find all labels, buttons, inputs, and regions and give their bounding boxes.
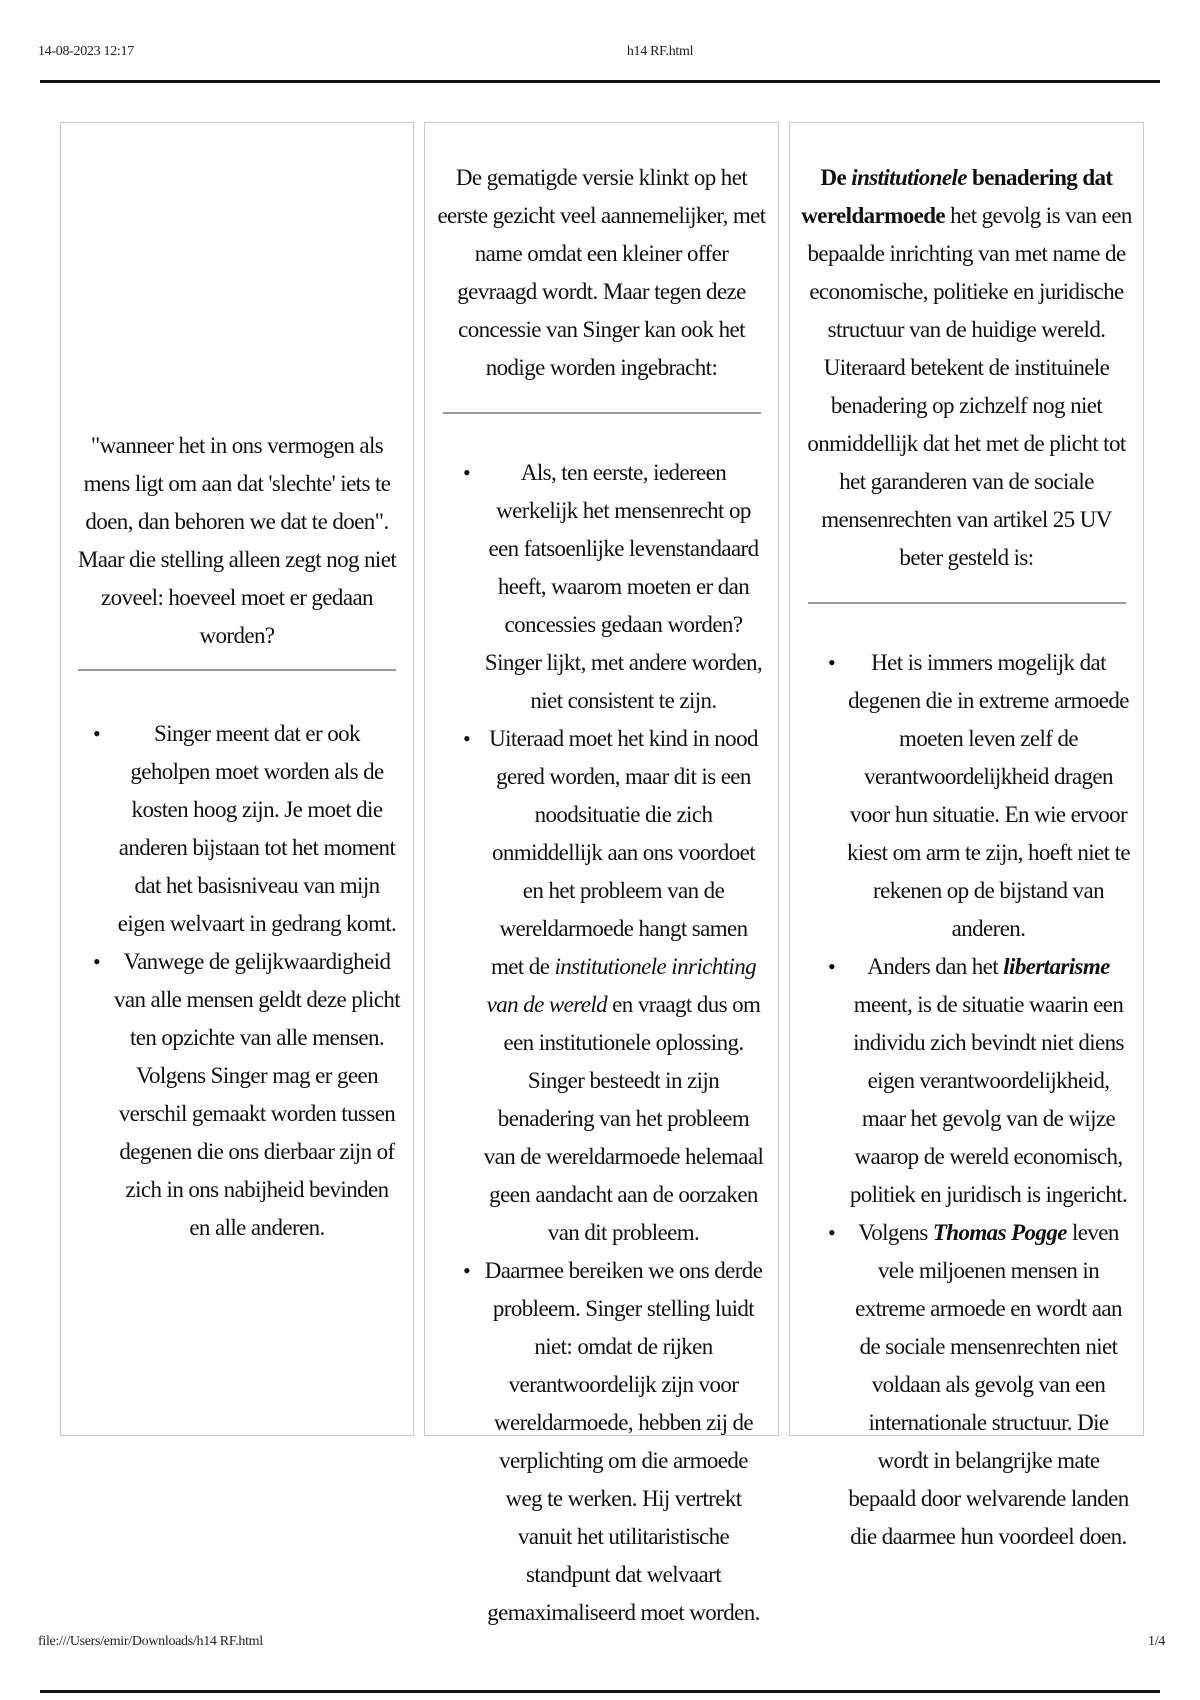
column-1-bullet-list (61, 715, 413, 1247)
column-1-divider (78, 669, 396, 671)
list-item: • Het is immers mogelijk dat degenen die in extreme armoede moeten leven zelf de verantwoordelijkheid dragen voor hun situatie. En wie ervoor kiest om arm te zijn, hoeft niet te rekenen op de bijstand van anderen. (790, 644, 1143, 948)
list-item (790, 948, 1143, 1214)
list-item: • Daarmee bereiken we ons derde probleem. Singer stelling luidt niet: omdat de rijken verantwoordelijk zijn voor wereldarmoede, hebben zij de verplichting om die armoede weg te werken. Hij vertrekt vanuit het utilitaristische standpunt dat welvaart gemaximaliseerd moet worden. (425, 1252, 778, 1632)
bold-text (933, 1220, 1067, 1245)
bold-italic-text: Thomas Pogge (932, 1220, 1067, 1245)
header-rule (40, 80, 1160, 83)
bold-italic-text: institutionele (851, 165, 967, 190)
bold-text (1003, 954, 1110, 979)
column-1-intro: "wanneer het in ons vermogen als mens ligt om aan dat 'slechte' iets te doen, dan behoren we dat te doen". Maar die stelling alleen zegt nog niet zoveel: hoeveel moet er gedaan worden? (77, 433, 397, 648)
emphasis-text: institutionele inrichting van de wereld (486, 954, 757, 1017)
bullet-text: Uiteraad moet het kind in nood gered worden, maar dit is een noodsituatie die zich onmiddellijk aan ons voordoet en het probleem van de wereldarmoede hangt samen met de (489, 726, 758, 979)
column-card-1 (60, 122, 414, 1436)
list-item: • Singer meent dat er ook geholpen moet worden als de kosten hoog zijn. Je moet die anderen bijstaan tot het moment dat het basisniveau van mijn eigen welvaart in gedrang komt. (61, 715, 413, 943)
column-3-intro (790, 159, 1143, 577)
intro-text: het gevolg is van een bepaalde inrichting van met name de economische, politieke en juridische structuur van de huidige wereld. Uiteraard betekent de instituinele benadering op zichzelf nog niet onmiddellijk dat het met de plicht tot het garanderen van de sociale mensenrechten van artikel 25 UV beter gesteld is: (807, 203, 1132, 570)
bullet-text: en vraagt dus om een institutionele oplossing. Singer besteedt in zijn benadering van het probleem van de wereldarmoede helemaal geen aandacht aan de oorzaken van dit probleem. (483, 992, 764, 1245)
column-3-divider (808, 602, 1126, 604)
list-item (790, 1214, 1143, 1556)
bullet-text: Volgens (858, 1220, 933, 1245)
list-item: • Vanwege de gelijkwaardigheid van alle mensen geldt deze plicht ten opzichte van alle mensen. Volgens Singer mag er geen verschil gemaakt worden tussen degenen die ons dierbaar zijn of zich in ons nabijheid bevinden en alle anderen. (61, 943, 413, 1247)
bold-text: De (820, 165, 852, 190)
print-datetime: 14-08-2023 12:17 (38, 44, 134, 59)
column-2-intro: De gematigde versie klinkt op het eerste gezicht veel aannemelijker, met name omdat een kleiner offer gevraagd wordt. Maar tegen deze concessie van Singer kan ook het nodige worden ingebracht: (437, 165, 766, 380)
print-page-number: 1/4 (1148, 1634, 1165, 1649)
bullet-text: Anders dan het (867, 954, 1004, 979)
column-3-bullet-list (790, 644, 1143, 1556)
bold-text: benadering dat wereldarmoede (801, 165, 1113, 228)
bullet-text: leven vele miljoenen mensen in extreme armoede en wordt aan de sociale mensenrechten niet voldaan als gevolg van een internationale structuur. Die wordt in belangrijke mate bepaald door welvarende landen die daarmee hun voordeel doen. (848, 1220, 1129, 1549)
bold-text (851, 165, 967, 190)
print-page-title: h14 RF.html (626, 44, 694, 59)
print-file-path: file:///Users/emir/Downloads/h14 RF.html (38, 1634, 263, 1649)
column-card-3 (789, 122, 1144, 1549)
list-item: • Als, ten eerste, iedereen werkelijk het mensenrecht op een fatsoenlijke levenstandaard heeft, waarom moeten er dan concessies gedaan worden? Singer lijkt, met andere worden, niet consistent te zijn. (425, 454, 778, 720)
column-2-bullet-list (425, 454, 778, 1632)
column-card-2 (424, 122, 779, 1625)
column-2-divider (443, 412, 761, 414)
bullet-text: meent, is de situatie waarin een individu zich bevindt niet diens eigen verantwoordelijkheid, maar het gevolg van de wijze waarop de wereld economisch, politiek en juridisch is ingericht. (849, 992, 1128, 1207)
list-item (425, 720, 778, 1252)
bold-italic-text: libertarisme (1003, 954, 1110, 979)
footer-rule (40, 1690, 1160, 1693)
